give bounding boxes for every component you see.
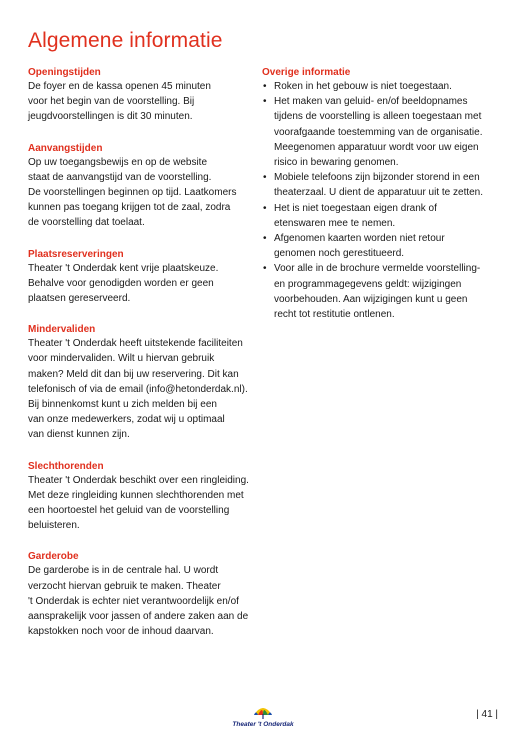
section-text: Theater 't Onderdak kent vrije plaatskeuze. Behalve voor genodigden worden er geen plaatsen gereserveerd.: [28, 262, 219, 305]
section-text: Op uw toegangsbewijs en op de website staat de aanvangstijd van de voorstelling. De voorstellingen beginnen op tijd. Laatkomers kunnen pas toegang krijgen tot de zaal, zodra de voorstelling dat toelaat.: [28, 156, 237, 229]
section-heading: Slechthorenden: [28, 460, 104, 472]
section-openingstijden: [28, 66, 254, 125]
page-title: Algemene informatie: [28, 29, 223, 52]
list-item: [262, 170, 494, 200]
logo-text: Theater 't Onderdak: [232, 721, 294, 728]
theater-logo: [228, 703, 298, 733]
bullet-icon: •: [263, 263, 267, 275]
list-item-text: Roken in het gebouw is niet toegestaan.: [274, 81, 452, 92]
list-item-text: Het maken van geluid- en/of beeldopnames tijdens de voorstelling is alleen toegestaan met voorafgaande toestemming van de organisatie. Meegenomen apparatuur wordt voor uw eigen risico in bewaring genomen.: [274, 96, 483, 169]
bullet-icon: •: [263, 233, 267, 245]
list-item-text: Het is niet toegestaan eigen drank of etenswaren mee te nemen.: [274, 202, 437, 229]
umbrella-icon: [252, 703, 274, 720]
bullet-icon: •: [263, 172, 267, 184]
list-item: [262, 94, 494, 170]
bullet-icon: •: [263, 81, 267, 92]
section-aanvangstijden: [28, 142, 254, 231]
section-heading: Plaatsreserveringen: [28, 248, 124, 260]
bullet-icon: •: [263, 96, 267, 108]
section-heading: Mindervaliden: [28, 324, 96, 336]
section-text: De foyer en de kassa openen 45 minuten voor het begin van de voorstelling. Bij jeugdvoorstellingen is dit 30 minuten.: [28, 81, 211, 123]
section-heading: Garderobe: [28, 551, 79, 563]
section-heading: Openingstijden: [28, 67, 101, 78]
list-item-text: Mobiele telefoons zijn bijzonder storend in een theaterzaal. U dient de apparatuur uit te zetten.: [274, 172, 484, 199]
list-item: [262, 201, 494, 231]
list-item-text: Voor alle in de brochure vermelde voorstelling- en programmagegevens geldt: wijzigingen voorbehouden. Aan wijzigingen kunt u geen recht tot restitutie ontlenen.: [274, 263, 481, 321]
list-item: [262, 231, 494, 261]
left-column: [28, 66, 254, 656]
section-mindervaliden: [28, 323, 254, 442]
section-text: Theater 't Onderdak heeft uitstekende faciliteiten voor mindervaliden. Wilt u hiervan gebruik maken? Meld dit dan bij uw reservering. Dit kan telefonisch of via de email (info@hetonderdak.nl). Bij binnenkomst kunt u zich melden bij een van onze medewerkers, zodat wij u optimaal van dienst kunnen zijn.: [28, 338, 248, 441]
bullet-icon: •: [263, 202, 267, 214]
section-slechthorenden: [28, 460, 254, 534]
section-plaatsreserveringen: [28, 248, 254, 307]
page-number: | 41 |: [476, 709, 498, 720]
right-column: [262, 66, 494, 339]
section-text: Theater 't Onderdak beschikt over een ringleiding. Met deze ringleiding kunnen slechthorenden met een hoortoestel het geluid van de voorstelling beluisteren.: [28, 474, 249, 532]
list-item-text: Afgenomen kaarten worden niet retour genomen noch gerestitueerd.: [274, 233, 445, 260]
section-garderobe: [28, 550, 254, 639]
section-heading: Overige informatie: [262, 67, 351, 78]
section-heading: Aanvangstijden: [28, 142, 103, 154]
section-text: De garderobe is in de centrale hal. U wordt verzocht hiervan gebruik te maken. Theater 't Onderdak is echter niet verantwoordelijk en/of aansprakelijk voor jassen of andere zaken aan de kapstokken noch voor de inhoud daarvan.: [28, 565, 249, 638]
bullet-list: [262, 79, 494, 322]
list-item: [262, 261, 494, 322]
section-overige-informatie: [262, 66, 494, 322]
list-item: [262, 79, 494, 94]
